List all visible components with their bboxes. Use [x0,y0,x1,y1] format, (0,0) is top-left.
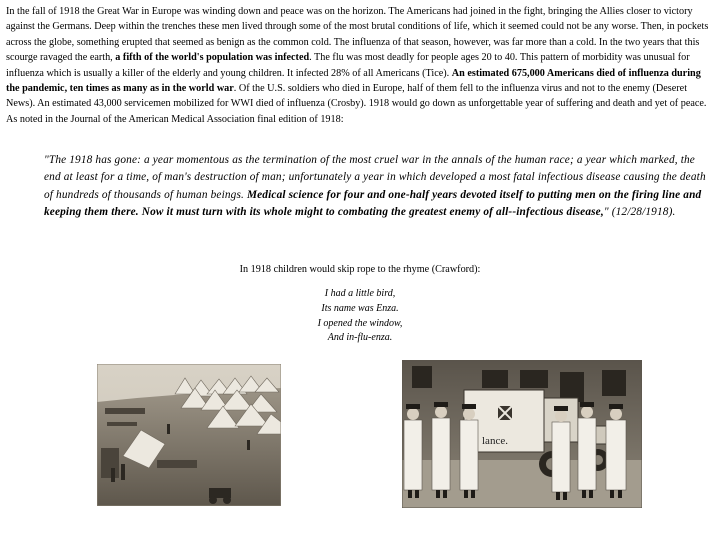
poem-line: I opened the window, [317,317,403,329]
quote-text-1: "The 1918 has gone: a year momentous as the termination of the most cruel war in the annals of the human race; a year which marked, the end at least for a time, of man's destruction of man; unfortunately a year in which developed a most fatal infectious disease causing the death of hundreds of thousands of human beings. [44,154,706,201]
jama-quote [44,152,710,222]
ambulance-lettering: lance. [482,435,508,447]
intro-bold-deaths: An estimated 675,000 Americans died of influenza during the pandemic, ten times as many as in the world war [6,67,701,95]
quote-text-2: " (12/28/1918). [603,206,676,219]
poem-line: I had a little bird, [324,288,396,299]
ambulance-nurses-photo [402,360,642,508]
intro-text-2: . The flu was most deadly for people ages 20 to 40. This pattern of morbidity was unusual for influenza which is usually a killer of the elderly and young children. It infected 28% of all Americans (Tice). [6,52,690,79]
intro-paragraph [6,4,714,127]
intro-bold-population: a fifth of the world's population was infected [115,52,310,64]
intro-text-1: In the fall of 1918 the Great War in Europe was winding down and peace was on the horizon. The Americans had joined in the fight, bringing the Allies closer to victory against the Germans. Deep within the trenches these men lived through some of the most brutal conditions of life, which it seemed could not be any worse. Then, in pockets across the globe, something erupted that seemed as benign as the common cold. The influenza of that season, however, was far more than a cold. In the two years that this scourge ravaged the earth, [6,6,709,64]
tent-camp-photo [97,364,281,506]
rhyme-poem [300,287,420,346]
poem-line: Its name was Enza. [321,302,399,314]
intro-text-3: . Of the U.S. soldiers who died in Europe, half of them fell to the influenza virus and not to the enemy (Deseret News). An estimated 43,000 servicemen mobilized for WWI died of influenza (Crosby). 1918 would go down as unforgettable year of suffering and death and yet of peace. As noted in the Journal of the American Medical Association final edition of 1918: [6,83,707,125]
quote-bold: Medical science for four and one-half years devoted itself to putting men on the firing line and keeping them there. Now it must turn with its whole might to combating the greatest enemy of all--infectious disease, [44,188,702,219]
rhyme-intro: In 1918 children would skip rope to the rhyme (Crawford): [239,264,481,275]
poem-line: And in-flu-enza. [327,332,393,344]
